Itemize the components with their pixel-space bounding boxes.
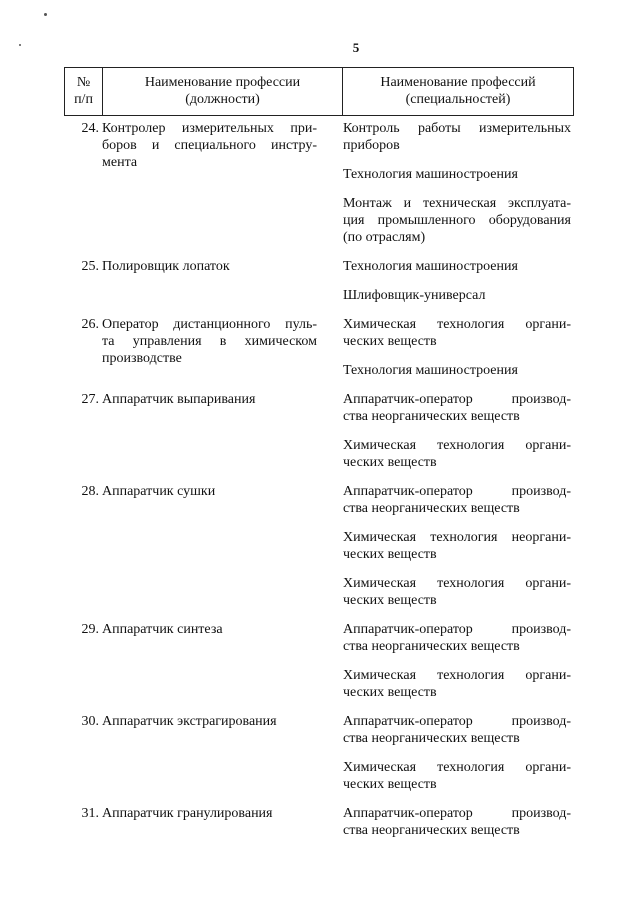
row-number: 29. bbox=[81, 622, 99, 637]
specialty-line: ция промышленного оборудования bbox=[343, 213, 571, 228]
specialty-line: Химическая технология органи- bbox=[343, 576, 571, 591]
specialty-line: ческих веществ bbox=[343, 334, 437, 349]
specialties-list bbox=[343, 483, 571, 621]
specialty-line: ческих веществ bbox=[343, 455, 437, 470]
specialty-line: ства неорганических веществ bbox=[343, 409, 520, 424]
table-row bbox=[64, 483, 574, 621]
specialty-line: (по отраслям) bbox=[343, 230, 426, 245]
specialty-line: Химическая технология органи- bbox=[343, 760, 571, 775]
table-row bbox=[64, 391, 574, 483]
specialty-line: приборов bbox=[343, 138, 400, 153]
profession-line: боров и специального инстру- bbox=[102, 138, 317, 153]
specialty-line: Монтаж и техническая эксплуата- bbox=[343, 196, 571, 211]
table-body bbox=[64, 120, 574, 851]
specialty-line: Технология машиностроения bbox=[343, 259, 518, 274]
row-number: 31. bbox=[81, 806, 99, 821]
specialty-item bbox=[343, 713, 571, 747]
specialty-line: Аппаратчик-оператор производ- bbox=[343, 484, 571, 499]
header-specialties-column: Наименование профессий (специальностей) bbox=[380, 75, 536, 107]
profession-line: Аппаратчик сушки bbox=[102, 484, 216, 499]
specialty-item bbox=[343, 759, 571, 793]
profession-line: Аппаратчик экстрагирования bbox=[102, 714, 277, 729]
specialties-list bbox=[343, 713, 571, 805]
specialty-line: Аппаратчик-оператор производ- bbox=[343, 806, 571, 821]
specialty-item bbox=[343, 166, 571, 183]
specialty-line: ства неорганических веществ bbox=[343, 639, 520, 654]
specialty-line: Химическая технология органи- bbox=[343, 317, 571, 332]
profession-line: производстве bbox=[102, 351, 182, 366]
table-row bbox=[64, 621, 574, 713]
specialty-line: Контроль работы измерительных bbox=[343, 121, 571, 136]
table-row bbox=[64, 316, 574, 391]
specialty-line: Аппаратчик-оператор производ- bbox=[343, 714, 571, 729]
specialty-line: ства неорганических веществ bbox=[343, 823, 520, 838]
page-number: 5 bbox=[352, 40, 360, 55]
specialty-item bbox=[343, 437, 571, 471]
row-number: 25. bbox=[81, 259, 99, 274]
header-number-column: № п/п bbox=[65, 68, 103, 115]
profession-line: Контролер измерительных при- bbox=[102, 121, 317, 136]
specialty-line: ческих веществ bbox=[343, 547, 437, 562]
profession-line: Аппаратчик синтеза bbox=[102, 622, 223, 637]
specialty-item bbox=[343, 316, 571, 350]
specialty-item bbox=[343, 258, 571, 275]
specialty-line: Химическая технология неоргани- bbox=[343, 530, 571, 545]
specialty-item bbox=[343, 805, 571, 839]
row-number: 26. bbox=[81, 317, 99, 332]
specialty-line: Шлифовщик-универсал bbox=[343, 288, 486, 303]
row-number: 30. bbox=[81, 714, 99, 729]
specialty-line: Химическая технология органи- bbox=[343, 438, 571, 453]
specialties-list bbox=[343, 316, 571, 391]
specialties-list bbox=[343, 621, 571, 713]
specialty-item bbox=[343, 195, 571, 246]
profession-name bbox=[102, 713, 317, 805]
specialty-item bbox=[343, 287, 571, 304]
specialty-line: Технология машиностроения bbox=[343, 167, 518, 182]
specialty-item bbox=[343, 483, 571, 517]
profession-line: мента bbox=[102, 155, 138, 170]
profession-name bbox=[102, 316, 317, 391]
profession-line: Аппаратчик гранулирования bbox=[102, 806, 273, 821]
profession-line: Аппаратчик выпаривания bbox=[102, 392, 256, 407]
specialties-list bbox=[343, 391, 571, 483]
row-number: 28. bbox=[81, 484, 99, 499]
row-number: 27. bbox=[81, 392, 99, 407]
profession-name bbox=[102, 621, 317, 713]
profession-name bbox=[102, 391, 317, 483]
specialty-line: Химическая технология органи- bbox=[343, 668, 571, 683]
specialty-line: ческих веществ bbox=[343, 777, 437, 792]
table-row bbox=[64, 258, 574, 316]
specialty-line: Технология машиностроения bbox=[343, 363, 518, 378]
specialty-line: ства неорганических веществ bbox=[343, 731, 520, 746]
scan-speck bbox=[19, 44, 21, 46]
specialties-list bbox=[343, 805, 571, 851]
specialty-line: Аппаратчик-оператор производ- bbox=[343, 392, 571, 407]
row-number: 24. bbox=[81, 121, 99, 136]
specialty-item bbox=[343, 120, 571, 154]
specialty-item bbox=[343, 667, 571, 701]
specialties-list bbox=[343, 120, 571, 258]
specialty-line: ства неорганических веществ bbox=[343, 501, 520, 516]
table-row bbox=[64, 805, 574, 851]
specialty-line: ческих веществ bbox=[343, 685, 437, 700]
profession-name bbox=[102, 120, 317, 258]
profession-line: Полировщик лопаток bbox=[102, 259, 230, 274]
profession-line: та управления в химическом bbox=[102, 334, 317, 349]
table-row bbox=[64, 120, 574, 258]
specialty-item bbox=[343, 575, 571, 609]
header-profession-column: Наименование профессии (должности) bbox=[103, 68, 343, 115]
specialties-list bbox=[343, 258, 571, 316]
scan-speck bbox=[44, 13, 47, 16]
table-row bbox=[64, 713, 574, 805]
profession-name bbox=[102, 805, 317, 851]
profession-name bbox=[102, 483, 317, 621]
specialty-item bbox=[343, 391, 571, 425]
specialty-item bbox=[343, 362, 571, 379]
profession-line: Оператор дистанционного пуль- bbox=[102, 317, 317, 332]
specialty-line: Аппаратчик-оператор производ- bbox=[343, 622, 571, 637]
specialty-line: ческих веществ bbox=[343, 593, 437, 608]
specialty-item bbox=[343, 529, 571, 563]
table-header bbox=[64, 67, 574, 116]
specialty-item bbox=[343, 621, 571, 655]
profession-name bbox=[102, 258, 317, 316]
